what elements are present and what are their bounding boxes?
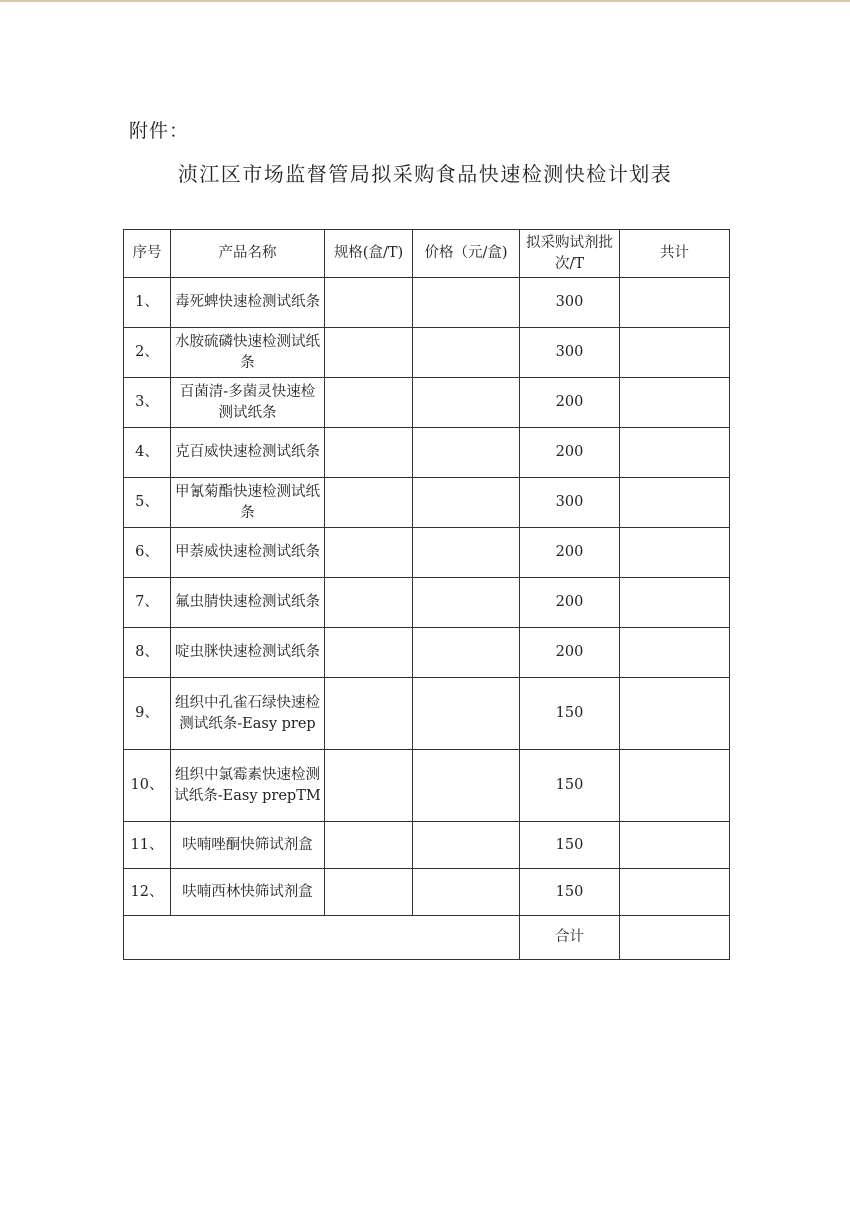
row-spec: [325, 822, 413, 869]
table-row: [124, 628, 730, 678]
row-total: [620, 822, 730, 869]
row-price: [413, 678, 520, 750]
row-qty: 150: [520, 750, 620, 822]
row-qty: 150: [520, 822, 620, 869]
row-product-name: 甲萘威快速检测试纸条: [171, 528, 325, 578]
row-spec: [325, 750, 413, 822]
document-title: 浈江区市场监督管局拟采购食品快速检测快检计划表: [177, 162, 673, 186]
summary-blank-cell: [124, 916, 520, 960]
row-no: 9、: [124, 678, 171, 750]
header-col-price: 价格（元/盒): [413, 230, 520, 278]
row-price: [413, 750, 520, 822]
row-qty: 150: [520, 869, 620, 916]
row-price: [413, 428, 520, 478]
row-spec: [325, 378, 413, 428]
row-no: 5、: [124, 478, 171, 528]
table-row: [124, 378, 730, 428]
row-price: [413, 278, 520, 328]
row-total: [620, 578, 730, 628]
row-product-name: 组织中氯霉素快速检测试纸条-Easy prepTM: [171, 750, 325, 822]
table-row: [124, 328, 730, 378]
row-price: [413, 869, 520, 916]
row-price: [413, 378, 520, 428]
row-product-name: 呋喃西林快筛试剂盒: [171, 869, 325, 916]
table-row: [124, 278, 730, 328]
row-total: [620, 478, 730, 528]
header-col-qty: 拟采购试剂批次/T: [520, 230, 620, 278]
table-row: [124, 678, 730, 750]
row-qty: 200: [520, 628, 620, 678]
table-row: [124, 750, 730, 822]
row-no: 4、: [124, 428, 171, 478]
row-price: [413, 822, 520, 869]
row-total: [620, 328, 730, 378]
row-qty: 200: [520, 528, 620, 578]
header-col-total: 共计: [620, 230, 730, 278]
row-spec: [325, 869, 413, 916]
row-no: 11、: [124, 822, 171, 869]
row-total: [620, 528, 730, 578]
header-col-no: 序号: [124, 230, 171, 278]
row-price: [413, 578, 520, 628]
row-qty: 200: [520, 378, 620, 428]
row-no: 6、: [124, 528, 171, 578]
table-header-row: [124, 230, 730, 278]
row-total: [620, 628, 730, 678]
row-product-name: 毒死蜱快速检测试纸条: [171, 278, 325, 328]
row-no: 1、: [124, 278, 171, 328]
table-row: [124, 428, 730, 478]
row-spec: [325, 278, 413, 328]
table-row: [124, 869, 730, 916]
row-product-name: 啶虫脒快速检测试纸条: [171, 628, 325, 678]
row-no: 3、: [124, 378, 171, 428]
row-qty: 200: [520, 428, 620, 478]
row-no: 12、: [124, 869, 171, 916]
table-row: [124, 478, 730, 528]
row-price: [413, 528, 520, 578]
row-spec: [325, 528, 413, 578]
summary-label: 合计: [520, 916, 620, 960]
row-qty: 300: [520, 328, 620, 378]
summary-row: [124, 916, 730, 960]
row-spec: [325, 328, 413, 378]
row-total: [620, 278, 730, 328]
row-spec: [325, 628, 413, 678]
summary-value: [620, 916, 730, 960]
row-no: 8、: [124, 628, 171, 678]
row-product-name: 百菌清-多菌灵快速检测试纸条: [171, 378, 325, 428]
row-no: 2、: [124, 328, 171, 378]
row-price: [413, 628, 520, 678]
row-spec: [325, 428, 413, 478]
attachment-label: 附件：: [129, 120, 190, 142]
table-row: [124, 528, 730, 578]
row-total: [620, 869, 730, 916]
row-qty: 200: [520, 578, 620, 628]
row-product-name: 克百威快速检测试纸条: [171, 428, 325, 478]
row-no: 10、: [124, 750, 171, 822]
row-price: [413, 478, 520, 528]
row-total: [620, 428, 730, 478]
row-qty: 300: [520, 278, 620, 328]
header-col-spec: 规格(盒/T): [325, 230, 413, 278]
row-product-name: 组织中孔雀石绿快速检测试纸条-Easy prep: [171, 678, 325, 750]
header-col-name: 产品名称: [171, 230, 325, 278]
page-top-border: [0, 0, 850, 2]
row-total: [620, 378, 730, 428]
row-spec: [325, 678, 413, 750]
row-total: [620, 750, 730, 822]
table-row: [124, 578, 730, 628]
row-spec: [325, 578, 413, 628]
row-product-name: 呋喃唑酮快筛试剂盒: [171, 822, 325, 869]
procurement-plan-table: [123, 229, 730, 960]
row-product-name: 甲氰菊酯快速检测试纸条: [171, 478, 325, 528]
row-product-name: 水胺硫磷快速检测试纸条: [171, 328, 325, 378]
row-spec: [325, 478, 413, 528]
row-total: [620, 678, 730, 750]
row-price: [413, 328, 520, 378]
table-row: [124, 822, 730, 869]
row-qty: 150: [520, 678, 620, 750]
row-product-name: 氟虫腈快速检测试纸条: [171, 578, 325, 628]
row-qty: 300: [520, 478, 620, 528]
row-no: 7、: [124, 578, 171, 628]
